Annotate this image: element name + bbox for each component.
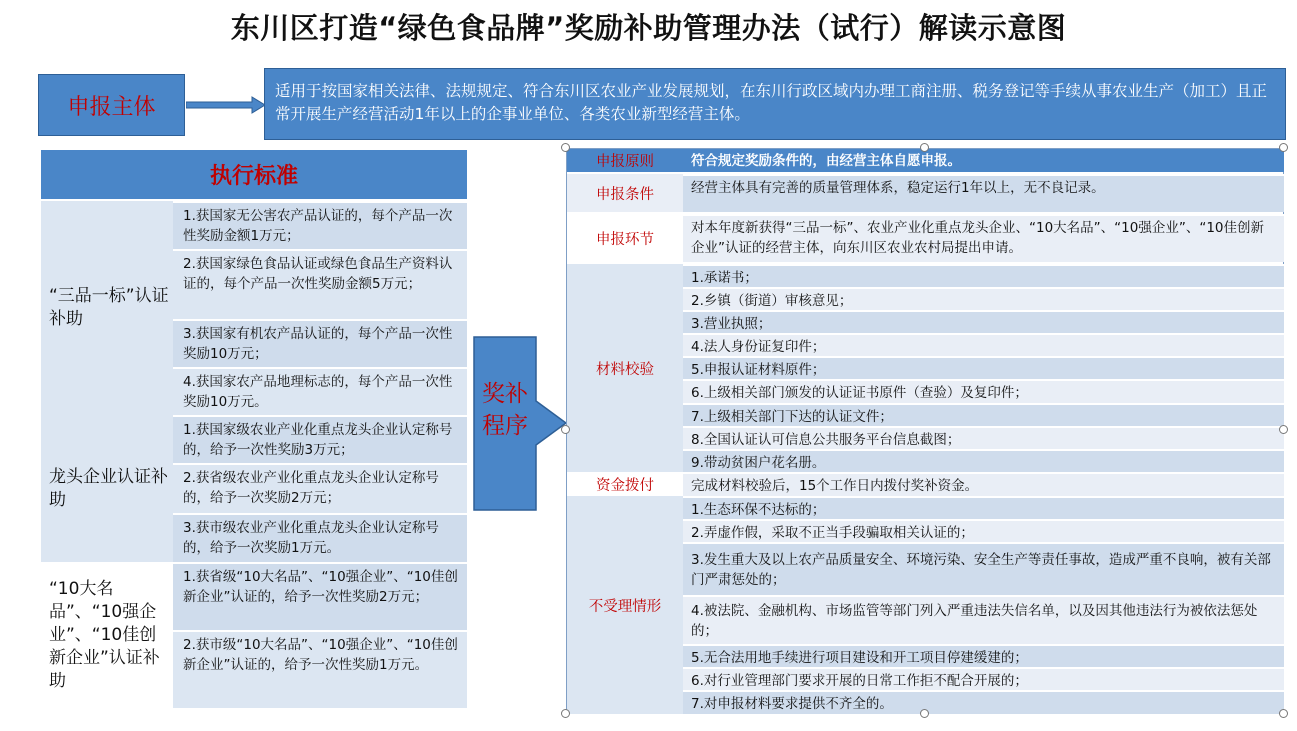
resize-handle-ml[interactable] <box>561 425 570 434</box>
rejection-item: 7.对申报材料要求提供不齐全的。 <box>683 690 1284 714</box>
group-label-dragon-head: 龙头企业认证补助 <box>41 415 173 562</box>
row-text-principle: 符合规定奖励条件的，由经营主体自愿申报。 <box>683 149 1284 172</box>
resize-handle-bc[interactable] <box>920 709 929 718</box>
resize-handle-mr[interactable] <box>1279 425 1288 434</box>
row-label-principle: 申报原则 <box>567 149 683 172</box>
exec-standard-header: 执行标准 <box>41 150 467 199</box>
exec-item: 3.获国家有机农产品认证的，每个产品一次性奖励10万元； <box>173 319 467 367</box>
resize-handle-tc[interactable] <box>920 143 929 152</box>
rejection-item: 6.对行业管理部门要求开展的日常工作拒不配合开展的； <box>683 667 1284 690</box>
page-title: 东川区打造“绿色食品牌”奖励补助管理办法（试行）解读示意图 <box>230 11 1067 45</box>
exec-item: 1.获省级“10大名品”、“10强企业”、“10佳创新企业”认证的，给予一次性奖励2万元； <box>173 562 467 630</box>
right-arrow-icon <box>186 96 266 114</box>
material-item: 9.带动贫困户花名册。 <box>683 449 1284 472</box>
exec-item: 2.获省级农业产业化重点龙头企业认定称号的，给予一次奖励2万元； <box>173 463 467 513</box>
row-label-link: 申报环节 <box>567 214 683 262</box>
rejection-item: 4.被法院、金融机构、市场监管等部门列入严重违法失信名单，以及因其他违法行为被依法惩处的； <box>683 595 1284 644</box>
rejection-item: 3.发生重大及以上农产品质量安全、环境污染、安全生产等责任事故，造成严重不良响，被有关部门严肃惩处的； <box>683 542 1284 595</box>
procedure-label: 奖补程序 <box>482 381 528 439</box>
group-label-top10: “10大名品”、“10强企业”、“10佳创新企业”认证补助 <box>41 562 173 708</box>
material-item: 6.上级相关部门颁发的认证证书原件（查验）及复印件； <box>683 379 1284 403</box>
material-item: 4.法人身份证复印件； <box>683 333 1284 356</box>
resize-handle-tr[interactable] <box>1279 143 1288 152</box>
material-item: 1.承诺书； <box>683 264 1284 287</box>
exec-item: 4.获国家农产品地理标志的，每个产品一次性奖励10万元。 <box>173 367 467 415</box>
material-item: 3.营业执照； <box>683 310 1284 333</box>
exec-item: 2.获国家绿色食品认证或绿色食品生产资料认证的，每个产品一次性奖励金额5万元； <box>173 249 467 319</box>
exec-item: 2.获市级“10大名品”、“10强企业”、“10佳创新企业”认证的，给予一次性奖励1万元。 <box>173 630 467 708</box>
row-label-funding: 资金拨付 <box>567 472 683 496</box>
row-label-rejection: 不受理情形 <box>567 496 683 714</box>
resize-handle-br[interactable] <box>1279 709 1288 718</box>
rejection-item: 1.生态环保不达标的； <box>683 496 1284 519</box>
resize-handle-tl[interactable] <box>561 143 570 152</box>
rejection-item: 2.弄虚作假，采取不正当手段骗取相关认证的； <box>683 519 1284 542</box>
resize-handle-bl[interactable] <box>561 709 570 718</box>
material-item: 7.上级相关部门下达的认证文件； <box>683 403 1284 426</box>
rejection-item: 5.无合法用地手续进行项目建设和开工项目停建缓建的； <box>683 644 1284 667</box>
row-label-condition: 申报条件 <box>567 174 683 212</box>
material-item: 5.申报认证材料原件； <box>683 356 1284 379</box>
group-label-sanpin: “三品一标”认证补助 <box>41 201 173 415</box>
exec-item: 1.获国家无公害农产品认证的，每个产品一次性奖励金额1万元； <box>173 201 467 249</box>
exec-item: 1.获国家级农业产业化重点龙头企业认定称号的，给予一次性奖励3万元； <box>173 415 467 463</box>
material-item: 2.乡镇（街道）审核意见； <box>683 287 1284 310</box>
exec-item: 3.获市级农业产业化重点龙头企业认定称号的，给予一次奖励1万元。 <box>173 513 467 562</box>
row-text-funding: 完成材料校验后，15个工作日内拨付奖补资金。 <box>683 472 1284 496</box>
row-label-materials: 材料校验 <box>567 264 683 472</box>
subject-label-box: 申报主体 <box>38 74 185 136</box>
material-item: 8.全国认证认可信息公共服务平台信息截图； <box>683 426 1284 449</box>
row-text-condition: 经营主体具有完善的质量管理体系，稳定运行1年以上，无不良记录。 <box>683 174 1284 212</box>
row-text-link: 对本年度新获得“三品一标”、农业产业化重点龙头企业、“10大名品”、“10强企业”、“10佳创新企业”认证的经营主体，向东川区农业农村局提出申请。 <box>683 214 1284 262</box>
subject-description: 适用于按国家相关法律、法规规定、符合东川区农业产业发展规划，在东川行政区域内办理工商注册、税务登记等手续从事农业生产（加工）且正常开展生产经营活动1年以上的企事业单位、各类农业新型经营主体。 <box>264 68 1286 140</box>
